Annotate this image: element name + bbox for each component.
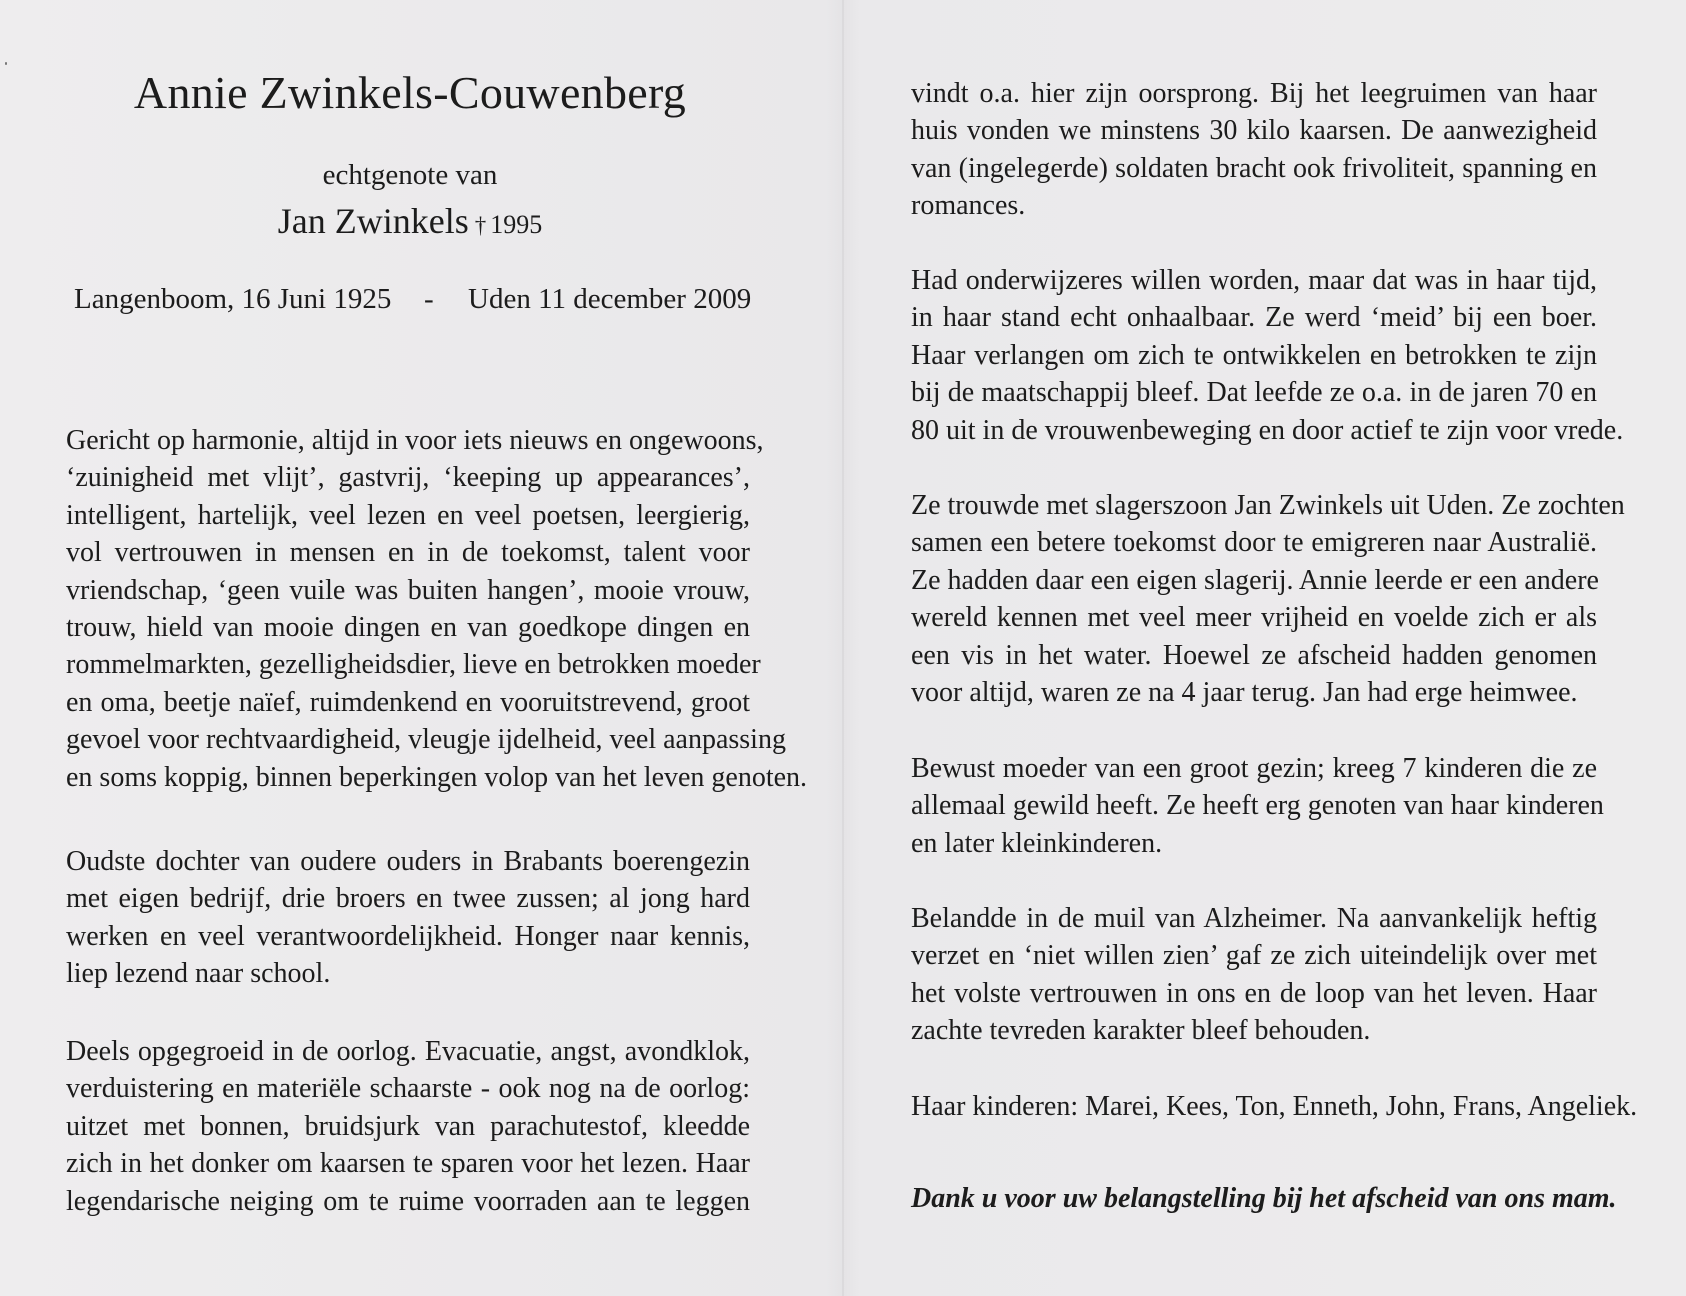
right-paragraph-6 (911, 1088, 1638, 1125)
right-paragraph-1 (911, 75, 1597, 225)
paper-speck (5, 62, 7, 65)
text-line: Haar verlangen om zich te ontwikkelen en betrokken te zijn (911, 339, 1597, 371)
left-paragraph-1 (66, 422, 808, 796)
text-line: liep lezend naar school. (66, 958, 331, 990)
text-line: romances. (911, 190, 1026, 222)
text-line: het volste vertrouwen in ons en de loop van het leven. Haar (911, 977, 1597, 1009)
left-paragraph-2 (66, 843, 750, 993)
text-line: Bewust moeder van een groot gezin; kreeg 7 kinderen die ze (911, 753, 1597, 784)
death-date: Uden 11 december 2009 (468, 283, 752, 315)
text-line: in haar stand echt onhaalbaar. Ze werd ‘meid’ bij een boer. (911, 302, 1597, 334)
text-line: Ze trouwde met slagerszoon Jan Zwinkels uit Uden. Ze zochten (911, 490, 1625, 521)
text-line: voor altijd, waren ze na 4 jaar terug. Jan had erge heimwee. (911, 676, 1578, 708)
text-line: Gericht op harmonie, altijd in voor iets nieuws en ongewoons, (66, 425, 764, 456)
text-line: van (ingelegerde) soldaten bracht ook frivoliteit, spanning en (911, 152, 1597, 184)
text-line: Oudste dochter van oudere ouders in Brabants boerengezin (66, 846, 750, 877)
text-line: vriendschap, ‘geen vuile was buiten hangen’, mooie vrouw, (66, 574, 750, 606)
text-line: uitzet met bonnen, bruidsjurk van parachutestof, kleedde (66, 1110, 750, 1142)
spouse-prefix: echtgenote van (322, 159, 498, 191)
text-line: met eigen bedrijf, drie broers en twee zussen; al jong hard (66, 883, 750, 915)
text-line: samen een betere toekomst door te emigreren naar Australië. (911, 527, 1597, 559)
right-paragraph-4 (911, 750, 1604, 862)
text-line: ‘zuinigheid met vlijt’, gastvrij, ‘keeping up appearances’, (66, 462, 750, 494)
text-line: verduistering en materiële schaarste - ook nog na de oorlog: (66, 1073, 750, 1105)
left-paragraph-3 (66, 1033, 750, 1220)
text-line: Belandde in de muil van Alzheimer. Na aanvankelijk heftig (911, 903, 1597, 934)
right-paragraph-3 (911, 487, 1625, 711)
text-line: Haar kinderen: Marei, Kees, Ton, Enneth, John, Frans, Angeliek. (911, 1091, 1638, 1122)
text-line: een vis in het water. Hoewel ze afscheid hadden genomen (911, 639, 1597, 671)
deceased-name: Annie Zwinkels-Couwenberg (133, 67, 687, 118)
text-line: Deels opgegroeid in de oorlog. Evacuatie, angst, avondklok, (66, 1036, 750, 1067)
text-line: bij de maatschappij bleef. Dat leefde ze o.a. in de jaren 70 en (911, 377, 1597, 409)
birth-date: Langenboom, 16 Juni 1925 (74, 283, 392, 315)
text-line: wereld kennen met veel meer vrijheid en voelde zich er als (911, 602, 1597, 634)
text-line: verzet en ‘niet willen zien’ gaf ze zich uiteindelijk over met (911, 940, 1597, 972)
text-line: rommelmarkten, gezelligheidsdier, lieve en betrokken moeder (66, 649, 761, 681)
text-line: gevoel voor rechtvaardigheid, vleugje ijdelheid, veel aanpassing (66, 724, 786, 756)
text-line: werken en veel verantwoordelijkheid. Honger naar kennis, (66, 920, 750, 952)
spouse-name: Jan Zwinkels (277, 201, 469, 241)
date-separator: - (424, 283, 434, 315)
text-line: 80 uit in de vrouwenbeweging en door actief te zijn voor vrede. (911, 414, 1624, 446)
text-line: huis vonden we minstens 30 kilo kaarsen. De aanwezigheid (911, 115, 1597, 147)
right-paragraph-2 (911, 262, 1624, 449)
thank-you-note: Dank u voor uw belangstelling bij het afscheid van ons mam. (911, 1183, 1617, 1214)
text-line: en oma, beetje naïef, ruimdenkend en vooruitstrevend, groot (66, 686, 750, 718)
right-paragraph-5 (911, 900, 1597, 1050)
text-line: zich in het donker om kaarsen te sparen voor het lezen. Haar (66, 1148, 750, 1180)
text-line: trouw, hield van mooie dingen en van goedkope dingen en (66, 611, 750, 643)
text-line: en soms koppig, binnen beperkingen volop van het leven genoten. (66, 761, 808, 793)
text-line: Had onderwijzeres willen worden, maar dat was in haar tijd, (911, 265, 1597, 296)
text-line: zachte tevreden karakter bleef behouden. (911, 1015, 1371, 1047)
text-line: vindt o.a. hier zijn oorsprong. Bij het leegruimen van haar (911, 78, 1597, 109)
text-line: Ze hadden daar een eigen slagerij. Annie leerde er een andere (911, 564, 1599, 596)
spouse-death-year: 1995 (490, 210, 543, 239)
text-line: en later kleinkinderen. (911, 827, 1163, 859)
page-fold (842, 0, 844, 1296)
spouse-line (0, 200, 820, 242)
text-line: vol vertrouwen in mensen en in de toekomst, talent voor (66, 537, 750, 569)
cross-icon: † (474, 213, 487, 238)
text-line: allemaal gewild heeft. Ze heeft erg genoten van haar kinderen (911, 790, 1604, 822)
text-line: intelligent, hartelijk, veel lezen en veel poetsen, leergierig, (66, 499, 750, 531)
text-line: legendarische neiging om te ruime voorraden aan te leggen (66, 1185, 750, 1217)
